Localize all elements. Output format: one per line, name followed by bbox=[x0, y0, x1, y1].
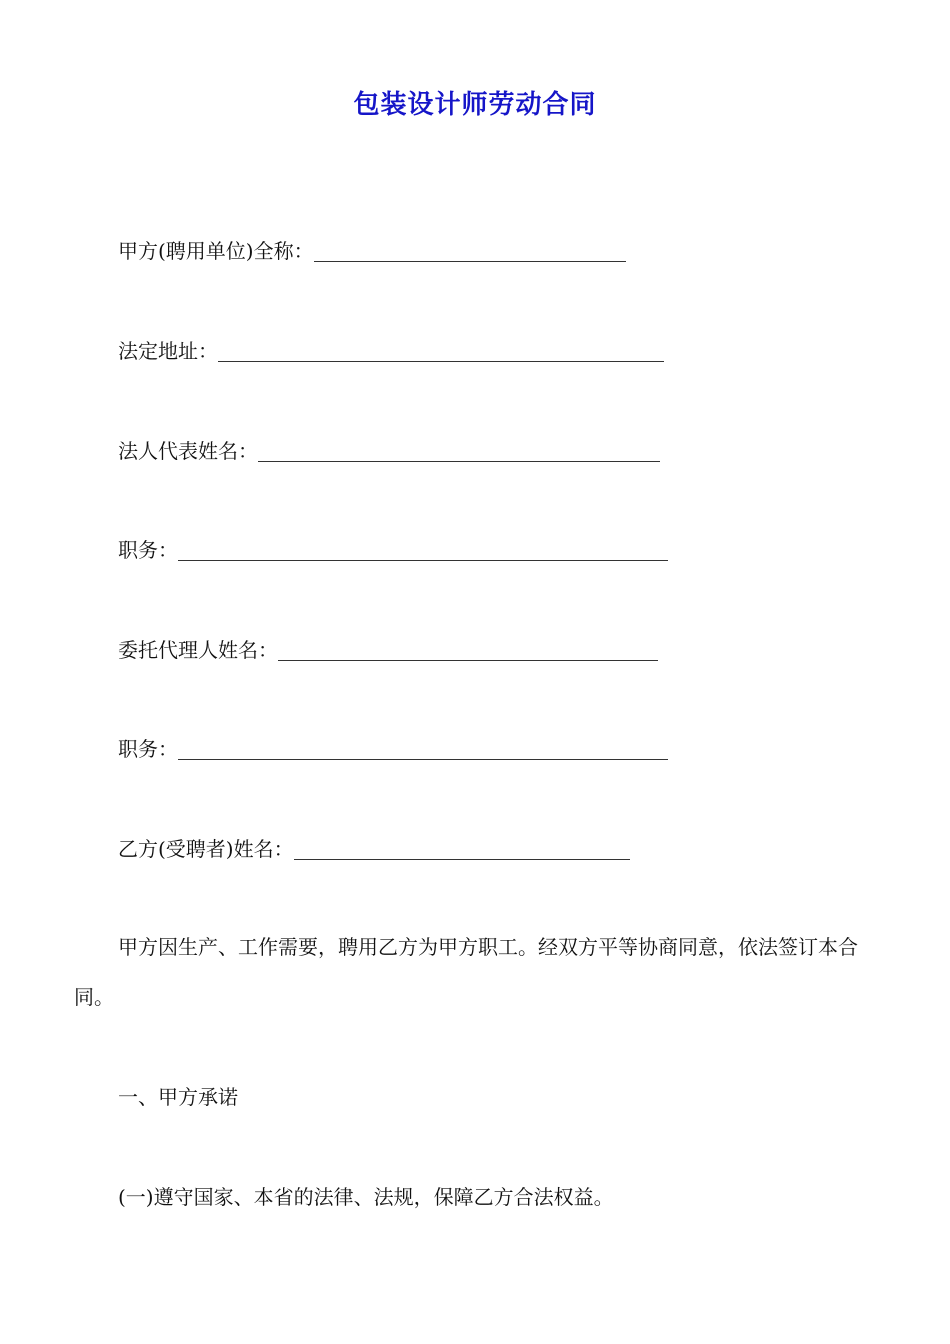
field-legal-representative bbox=[118, 436, 660, 464]
field-label: 委托代理人姓名： bbox=[118, 638, 278, 662]
document-title: 包装设计师劳动合同 bbox=[353, 90, 597, 120]
blank-line[interactable] bbox=[178, 739, 668, 760]
field-label: 法人代表姓名： bbox=[118, 439, 258, 463]
field-legal-address bbox=[118, 336, 664, 364]
intro-paragraph: 甲方因生产、工作需要，聘用乙方为甲方职工。经双方平等协商同意，依法签订本合同。 bbox=[74, 935, 858, 1009]
field-agent-name bbox=[118, 635, 658, 663]
blank-line[interactable] bbox=[278, 640, 658, 661]
field-position-1 bbox=[118, 535, 668, 563]
section-heading: 一、甲方承诺 bbox=[118, 1085, 238, 1109]
blank-line[interactable] bbox=[314, 241, 626, 262]
field-label: 法定地址： bbox=[118, 339, 218, 363]
blank-line[interactable] bbox=[218, 341, 664, 362]
field-label: 职务： bbox=[118, 737, 178, 761]
field-label: 乙方(受聘者)姓名： bbox=[118, 837, 294, 861]
blank-line[interactable] bbox=[178, 540, 668, 561]
field-party-b-name bbox=[118, 834, 630, 862]
field-label: 职务： bbox=[118, 538, 178, 562]
blank-line[interactable] bbox=[258, 441, 660, 462]
field-position-2 bbox=[118, 734, 668, 762]
blank-line[interactable] bbox=[294, 839, 630, 860]
clause-item: (一)遵守国家、本省的法律、法规，保障乙方合法权益。 bbox=[118, 1185, 614, 1209]
field-label: 甲方(聘用单位)全称： bbox=[118, 239, 314, 263]
field-party-a-name bbox=[118, 236, 626, 264]
